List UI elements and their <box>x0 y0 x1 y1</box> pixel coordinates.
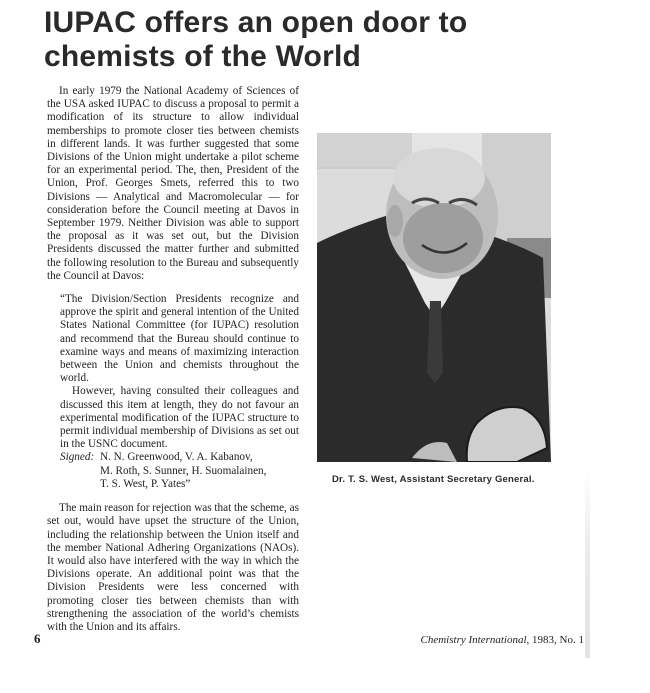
signed-label: Signed: <box>60 451 95 464</box>
signatory-list <box>100 451 299 491</box>
resolution-paragraph-2: However, having consulted their colleagues and discussed this item at length, they do not favour an experimental modification of the IUPAC structure to permit individual membership of Divisions as set out in the USNC document. <box>60 385 299 451</box>
journal-issue: , 1983, No. 1 <box>526 634 584 646</box>
journal-name: Chemistry International <box>420 634 527 646</box>
article-title <box>44 6 604 74</box>
title-line-2: chemists of the World <box>44 40 362 73</box>
article-body-column <box>47 85 299 634</box>
intro-paragraph: In early 1979 the National Academy of Sciences of the USA asked IUPAC to discuss a proposal to permit a modification of its structure to allow individual memberships to promote closer ties between chemists in different lands. It was further suggested that some Divisions of the Union might undertake a pilot scheme for an experimental period. The, then, President of the Union, Prof. Georges Smets, referred this to two Divisions — Analytical and Macromolecular — for consideration before the Council meeting at Davos in September 1979. Neither Division was able to support the proposal as it was set out, but the Division Presidents discussed the matter further and submitted the following resolution to the Bureau and subsequently the Council at Davos: <box>47 85 299 282</box>
page-edge-shadow <box>585 470 590 658</box>
signatories-block <box>60 451 299 491</box>
signatory-line: T. S. West, P. Yates” <box>100 477 191 490</box>
portrait-image-icon <box>317 133 551 462</box>
signatory-line: M. Roth, S. Sunner, H. Suomalainen, <box>100 464 267 477</box>
signatory-line: N. N. Greenwood, V. A. Kabanov, <box>100 451 253 464</box>
closing-paragraph: The main reason for rejection was that the scheme, as set out, would have upset the structure of the Union, including the relationship between the Union itself and the member National Adhering Organizations (NAOs). It would also have interfered with the way in which the Divisions operate. An additional point was that the Division Presidents were less concerned with promoting closer ties between chemists than with strengthening the association of the world’s chemists with the Union and its affairs. <box>47 502 299 633</box>
portrait-photo <box>317 133 551 462</box>
title-line-1: IUPAC offers an open door to <box>44 6 468 39</box>
resolution-paragraph-1: “The Division/Section Presidents recognize and approve the spirit and general intention of the United States National Committee (for IUPAC) resolution and recommend that the Bureau should continue to examine ways and means of maximizing interaction between the Union and chemists throughout the world. <box>60 293 299 385</box>
resolution-quote <box>60 293 299 491</box>
journal-citation <box>421 634 584 646</box>
photo-caption: Dr. T. S. West, Assistant Secretary General. <box>332 474 535 485</box>
page-number: 6 <box>34 631 41 646</box>
